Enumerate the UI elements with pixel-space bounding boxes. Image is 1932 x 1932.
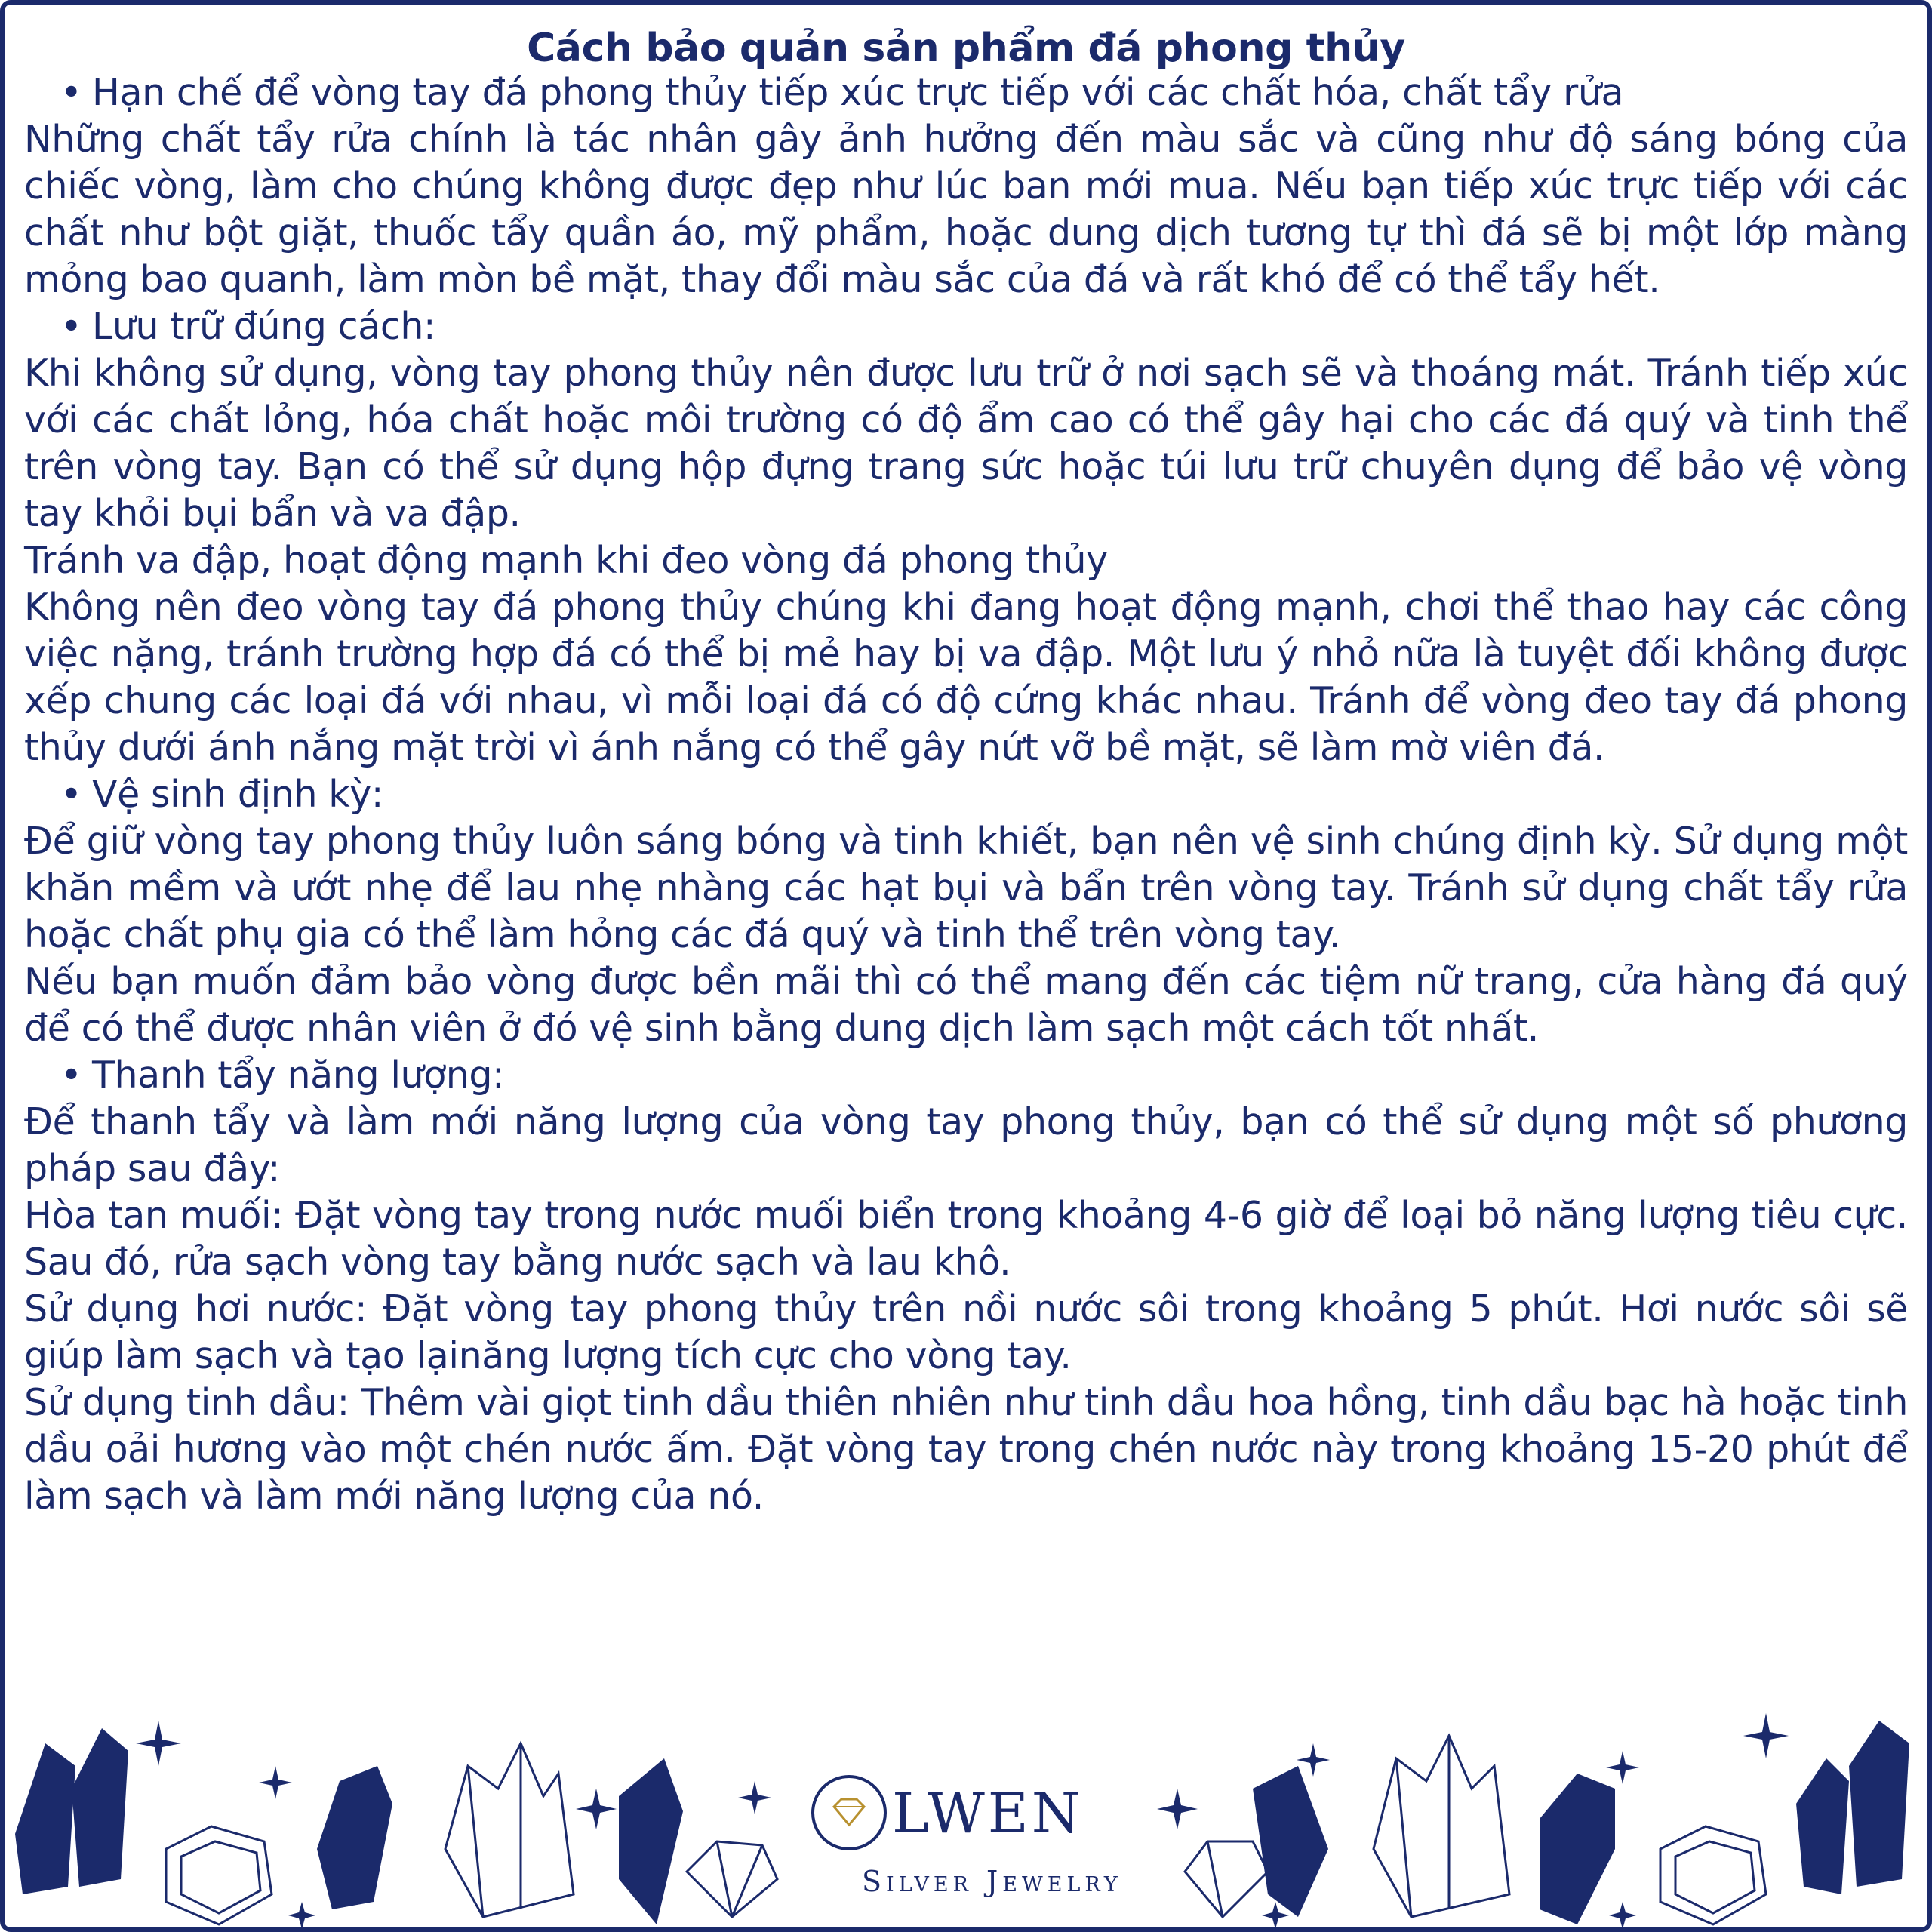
bullet-heading: • Lưu trữ đúng cách:	[24, 303, 1908, 350]
bullet-heading: • Vệ sinh định kỳ:	[24, 771, 1908, 818]
logo-subtitle: Silver Jewelry	[862, 1865, 1122, 1898]
paragraph: Nếu bạn muốn đảm bảo vòng được bền mãi thì có thể mang đến các tiệm nữ trang, cửa hàng đá quý để có thể được nhân viên ở đó vệ sinh bằng dung dịch làm sạch một cách tốt nhất.	[24, 960, 1908, 1050]
article-body	[24, 69, 1908, 1520]
paragraph: Để giữ vòng tay phong thủy luôn sáng bóng và tinh khiết, bạn nên vệ sinh chúng định kỳ. Sử dụng một khăn mềm và ướt nhẹ để lau nhẹ nhàng các hạt bụi và bẩn trên vòng tay. Tránh sử dụng chất tẩy rửa hoặc chất phụ gia có thể làm hỏng các đá quý và tinh thể trên vòng tay.	[24, 820, 1908, 956]
bullet-heading: • Thanh tẩy năng lượng:	[24, 1052, 1908, 1099]
paragraph: Không nên đeo vòng tay đá phong thủy chúng khi đang hoạt động mạnh, chơi thể thao hay các công việc nặng, tránh trường hợp đá có thể bị mẻ hay bị va đập. Một lưu ý nhỏ nữa là tuyệt đối không được xếp chung các loại đá với nhau, vì mỗi loại đá có độ cứng khác nhau. Tránh để vòng đeo tay đá phong thủy dưới ánh nắng mặt trời vì ánh nắng có thể gây nứt vỡ bề mặt, sẽ làm mờ viên đá.	[24, 586, 1908, 769]
article	[24, 21, 1908, 1520]
diamond-icon	[814, 1778, 884, 1847]
paragraph: Sử dụng tinh dầu: Thêm vài giọt tinh dầu thiên nhiên như tinh dầu hoa hồng, tinh dầu bạc hà hoặc tinh dầu oải hương vào một chén nước ấm. Đặt vòng tay trong chén nước này trong khoảng 15-20 phút để làm sạch và làm mới năng lượng của nó.	[24, 1381, 1908, 1518]
paragraph: Sử dụng hơi nước: Đặt vòng tay phong thủy trên nồi nước sôi trong khoảng 5 phút. Hơi nước sôi sẽ giúp làm sạch và tạo lạinăng lượng tích cực cho vòng tay.	[24, 1287, 1908, 1377]
paragraph: Khi không sử dụng, vòng tay phong thủy nên được lưu trữ ở nơi sạch sẽ và thoáng mát. Tránh tiếp xúc với các chất lỏng, hóa chất hoặc môi trường có độ ẩm cao có thể gây hại cho các đá quý và tinh thể trên vòng tay. Bạn có thể sử dụng hộp đựng trang sức hoặc túi lưu trữ chuyên dụng để bảo vệ vòng tay khỏi bụi bẩn và va đập.	[24, 352, 1908, 535]
paragraph: Để thanh tẩy và làm mới năng lượng của vòng tay phong thủy, bạn có thể sử dụng một số phương pháp sau đây:	[24, 1100, 1908, 1190]
logo-name: LWEN	[892, 1781, 1084, 1846]
brand-logo	[792, 1766, 1185, 1917]
paragraph: Những chất tẩy rửa chính là tác nhân gây ảnh hưởng đến màu sắc và cũng như độ sáng bóng của chiếc vòng, làm cho chúng không được đẹp như lúc ban mới mua. Nếu bạn tiếp xúc trực tiếp với các chất như bột giặt, thuốc tẩy quần áo, mỹ phẩm, hoặc dung dịch tương tự thì đá sẽ bị một lớp màng mỏng bao quanh, làm mòn bề mặt, thay đổi màu sắc của đá và rất khó để có thể tẩy hết.	[24, 118, 1908, 301]
page-title: Cách bảo quản sản phẩm đá phong thủy	[527, 26, 1405, 71]
paragraph: Hòa tan muối: Đặt vòng tay trong nước muối biển trong khoảng 4-6 giờ để loại bỏ năng lượng tiêu cực. Sau đó, rửa sạch vòng tay bằng nước sạch và lau khô.	[24, 1194, 1908, 1284]
paragraph: Tránh va đập, hoạt động mạnh khi đeo vòng đá phong thủy	[24, 539, 1108, 582]
bullet-heading: • Hạn chế để vòng tay đá phong thủy tiếp xúc trực tiếp với các chất hóa, chất tẩy rửa	[24, 69, 1908, 116]
logo-ring-icon	[811, 1775, 887, 1850]
